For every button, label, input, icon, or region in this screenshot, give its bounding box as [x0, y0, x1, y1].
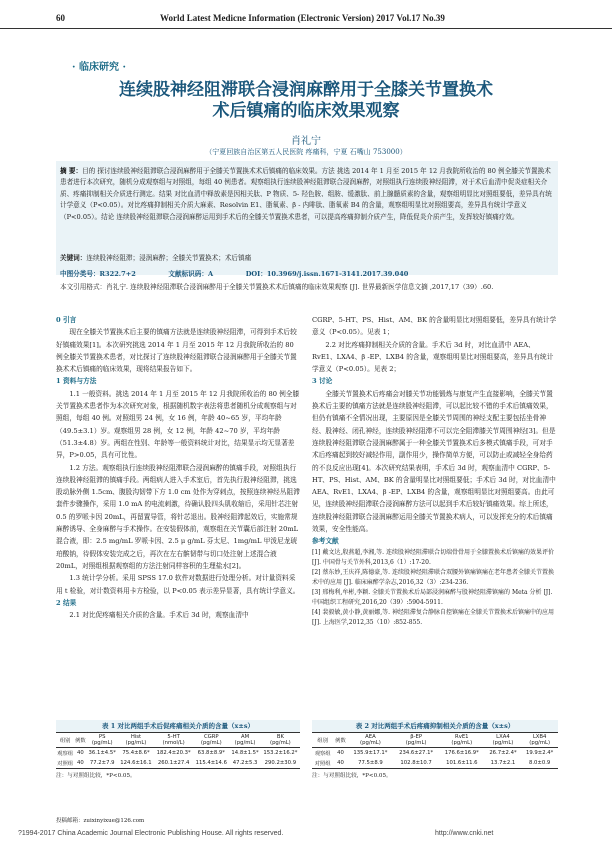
abstract — [60, 166, 554, 223]
table-2 — [312, 720, 558, 779]
section-heading: 3 讨论 — [312, 377, 333, 386]
column-header: CGRP (pg/mL) — [193, 733, 229, 748]
paragraph: 现在全膝关节置换术后主要的镇痛方法就是连续股神经阻滞，可得到手术后较好镇痛效果[1]。本次研究挑选 2014 年 1 月至 2015 年 12 月我院所收治的 80 例全膝关节置换术患者，对比探讨了连续股神经阻滞联合浸润麻醉用于全膝关节置换术术后镇痛的临床效果，现将结果报告如下。 — [56, 328, 297, 374]
table-cell: 102.8±10.7 — [393, 758, 439, 769]
column-header: β-EP (pg/mL) — [393, 733, 439, 748]
abstract-label: 摘 要： — [60, 167, 83, 175]
table-cell: 115.4±14.6 — [193, 758, 229, 769]
column-header: Hist (pg/mL) — [118, 733, 154, 748]
footer-link[interactable]: http://www.cnki.net — [435, 830, 494, 837]
paragraph: 1.3 统计学分析。采用 SPSS 17.0 软件对数据进行处理分析。对计量资料采用 t 检验，对计数资料用卡方检验，以 P<0.05 表示差异显著，具有统计学意义。 — [56, 574, 300, 595]
right-column — [312, 314, 558, 628]
reference-item: [2] 蔡东妙,王庆祥,陈德豪,等. 连续股神经阻滞联合双腰外镇痛镇痛在老年患者全膝关节置换术中的应用 [J]. 临床麻醉学杂志,2016,32（3）:234-236. — [312, 568, 554, 586]
section-heading: 2 结果 — [56, 598, 77, 607]
paper-title — [40, 80, 572, 122]
table-cell: 234.6±27.1* — [399, 750, 434, 756]
table-cell: 260.1±27.4 — [154, 758, 193, 769]
paragraph: 2.1 对比促疼痛相关介质的含量。手术后 3d 时，观察血清中 — [69, 611, 249, 620]
column-header: LXB4 (pg/mL) — [521, 733, 558, 748]
table-row — [312, 748, 558, 759]
table-cell: 63.8±8.9* — [197, 750, 225, 756]
column-header: RvE1 (pg/mL) — [439, 733, 485, 748]
table-2-note: 注：与对照组比较，*P<0.05。 — [312, 773, 392, 779]
table-cell: 13.7±2.1 — [485, 758, 522, 769]
reference-item: [3] 邢梅利,牟彬,李颖. 全膝关节置换术后局部浸润麻醉与股神经阻滞镇痛的 Meta 分析 [J]. 中国组织工程研究,2016,20（39）:5904-5911. — [312, 588, 553, 606]
table-cell: 19.9±2.4* — [525, 750, 554, 756]
column-header: 例数 — [74, 733, 86, 748]
column-header: BK (pg/mL) — [261, 733, 300, 748]
table-1-note: 注：与对照组比较，*P<0.05。 — [56, 773, 136, 779]
clc-number: 中图分类号：R322.7+2 — [60, 270, 136, 278]
keywords — [60, 252, 554, 262]
title-line-2: 术后镇痛的临床效果观察 — [212, 101, 400, 121]
doi: DOI：10.3969/j.issn.1671-3141.2017.39.040 — [245, 270, 409, 278]
journal-title: World Latest Medicne Information (Electronic Version) 2017 Vol.17 No.39 — [160, 13, 445, 23]
citation-format: 本文引用格式：肖礼宁. 连续股神经阻滞联合浸润麻醉用于全膝关节置换术术后镇痛的临床效果观察 [J]. 世界最新医学信息文摘 ,2017,17（39）.60. — [60, 283, 494, 291]
table-cell: 77.5±8.9 — [348, 758, 394, 769]
table-cell: 对照组 — [56, 758, 74, 769]
table-cell: 40 — [77, 750, 84, 756]
column-header: AEA (pg/mL) — [348, 733, 394, 748]
table-1-grid — [56, 732, 300, 769]
table-cell: 101.6±11.6 — [439, 758, 485, 769]
paragraph: CGRP、5-HT、PS、Hist、AM、BK 的含量明显比对照组要低，差异具有统计学意义（P<0.05）。见表 1； — [312, 316, 557, 337]
table-cell: 14.8±1.5* — [231, 750, 259, 756]
keywords-text: 连续股神经阻滞；浸润麻醉；全膝关节置换术；术后镇痛 — [86, 254, 252, 262]
table-cell: 8.0±0.9 — [521, 758, 558, 769]
table-cell: 47.2±5.3 — [229, 758, 260, 769]
section-heading: 0 引言 — [56, 316, 77, 324]
section-heading: 1 资料与方法 — [56, 377, 97, 386]
submission-email: 投稿邮箱：zuixinyixue@126.com — [56, 818, 145, 824]
paragraph: 1.2 方法。观察组执行连续股神经阻滞联合浸润麻醉的镇痛手段，对照组执行连续股神经阻滞的镇痛手段。两组病人进入手术室后，首先执行股神经阻滞，挑选股动脉外侧 1.5cm、腹股沟韧带下方 1.0 cm 处作为穿刺点，按照连续神经丛阻滞套件步骤操作，采用 1.0 mA 的电流刺激，待确认股四头肌收缩后，采用针芯注射 0.5 的罗哌卡因 20mL，再留置导管，将针芯退出。股神经阻滞起效后，实施常规麻醉诱导、全身麻醉与手术操作。在安装假体前，观察组在关节囊后部注射 20mL 混合液，即：2.5 mg/mL 罗哌卡因、2.5 μ g/mL 芬太尼、1mg/mL 甲泼尼龙琥珀酸钠，待假体安装完成之后，再次在左右髌韧带与切口处注射上述混合液 20mL，对照组根据观察组的方法注射同样容积的生理盐水[2]。 — [56, 463, 300, 570]
table-2-grid — [312, 732, 558, 769]
column-header: 组别 — [56, 733, 74, 748]
column-header: 5-HT (nmol/L) — [154, 733, 193, 748]
paragraph: 2.2 对比疼痛抑制相关介质的含量。手术后 3d 时，对比血清中 AEA、RvE1、LXA4、β -EP、LXB4 的含量，观察组明显比对照组要高，差异具有统计学意义（P<0.05）。见表 2； — [312, 340, 554, 374]
table-row — [312, 758, 558, 769]
table-cell: 77.2±7.9 — [87, 758, 118, 769]
keywords-label: 关键词： — [60, 254, 87, 262]
table-1-title: 表 1 对比两组手术后促疼痛相关介质的含量（x±s） — [56, 720, 300, 732]
table-row — [56, 748, 300, 759]
paragraph: 1.1 一般资料。挑选 2014 年 1 月至 2015 年 12 月我院所收治的 80 例全膝关节置换术患者作为本次研究对象，根据随机数字表法将患者随机分成观察组与对照组，每组 40 例。对照组男 24 例，女 16 例，年龄 40~65 岁，平均年龄（49.5±3.1）岁。观察组男 28 例，女 12 例，年龄 42~70 岁，平均年龄（51.3±4.8）岁。两组在性别、年龄等一般资料统计对比，结果显示均无显著差异，P>0.05，具有可比性。 — [56, 389, 300, 460]
footer-copyright: ?1994-2017 China Academic Journal Electronic Publishing House. All rights reserved. — [18, 830, 284, 837]
reference-item: [1] 戴文达,殷燕超,李湘,等. 连续股神经阻滞联合切端骨骨用于全膝置换术后镇痛的效果评价 [J]. 中国骨与关节外科,2013,6（1）:17-20. — [312, 548, 554, 566]
column-header: 组别 — [312, 733, 333, 748]
paragraph: 全膝关节置换术后疼痛会对膝关节功能锻炼与康复产生直接影响，全膝关节置换术后主要的镇痛方法就是连续股神经阻滞，可以起比较不错的手术后镇痛效果，但仍有镇痛不全情况出现，主要原因是全膝关节周围的神经支配主要包括坐骨神经、股神经、闭孔神经，连续股神经阻滞不可以完全阻滞膝关节周围神经[3]。但是连续股神经阻滞联合浸润麻醉属于一种全膝关节置换术后多模式镇痛手段，可对手术后疼痛起到较好减轻作用，副作用少，操作简单方便，可以防止或减轻全身给药的不良反应出现[4]。本次研究结果表明，手术后 3d 时，观察血清中 CGRP、5-HT、PS、Hist、AM、BK 的含量明显比对照组要低；手术后 3d 时，对比血清中 AEA、RvE1、LXA4、β -EP、LXB4 的含量，观察组明显比对照组要高。由此可见，连续股神经阻滞联合浸润麻醉方法可以起到手术后较好镇痛效果。综上所述，连续股神经阻滞联合浸润麻醉运用全膝关节置换术病人，可以发挥充分的术后镇痛效果，安全性能高。 — [312, 389, 556, 534]
author: 肖礼宁 — [291, 136, 321, 147]
column-header: LXA4 (pg/mL) — [485, 733, 522, 748]
references-heading: 参考文献 — [312, 537, 339, 546]
left-column — [56, 314, 300, 621]
table-1 — [56, 720, 300, 779]
table-row — [56, 758, 300, 769]
table-cell: 36.1±4.5* — [88, 750, 116, 756]
table-cell: 40 — [337, 750, 344, 756]
table-cell: 40 — [74, 758, 86, 769]
page-number: 60 — [56, 13, 65, 23]
doc-code: 文献标识码：A — [168, 270, 214, 278]
table-cell: 182.4±20.3* — [156, 750, 191, 756]
table-2-title: 表 2 对比两组手术后疼痛抑制相关介质的含量（x±s） — [312, 720, 558, 732]
article-meta — [60, 268, 554, 278]
table-cell: 135.9±17.1* — [353, 750, 388, 756]
table-cell: 153.2±16.2* — [263, 750, 298, 756]
table-cell: 75.4±8.6* — [122, 750, 150, 756]
table-cell: 176.6±16.9* — [444, 750, 479, 756]
table-cell: 40 — [333, 758, 347, 769]
column-header: 例数 — [333, 733, 347, 748]
reference-item: [4] 裴毅敏,黄小静,黄丽娜,等. 神经阻滞复合静脉自控镇痛在全膝关节置换术后镇痛中的应用 [J]. 上海医学,2012,35（10）:852-855. — [312, 608, 554, 626]
column-header: PS (pg/mL) — [87, 733, 118, 748]
table-cell: 观察组 — [57, 751, 74, 757]
table-cell: 对照组 — [312, 758, 333, 769]
table-cell: 124.6±16.1 — [118, 758, 154, 769]
abstract-text: 目的 探讨连续股神经阻滞联合浸润麻醉用于全膝关节置换术术后镇痛的临床效果。方法 挑选 2014 年 1 月至 2015 年 12 月我院所收治的 80 例全膝关节置换术患者进行本次研究，随机分成观察组与对照组，每组 40 例患者。观察组执行连续股神经阻滞联合浸润麻醉，对照组执行连续股神经阻滞，对于术后血清中促炎症相关介质、疼痛抑制相关介质进行测定。结果 对比血清中释放素是因相关肽、P 物质、5- 羟色胺、组胺、缓激肽、前上腺髓质素的含量，观察组明显比对照组要低，差异具有统计学意义（P<0.05）。对比疼痛抑制相关介质大麻素、Resolvin E1、脂氧素、β - 内啡肽、脂氧素 B4 的含量，观察组明显比对照组要高，差异具有统计学意义（P<0.05）。结论 连续股神经阻滞联合浸润麻醉运用到手术后的全膝关节置换术患者，可以提高疼痛抑制介质产生，降低促炎介质产生，发挥较好镇痛疗效。 — [60, 167, 552, 221]
affiliation: （宁夏回族自治区第五人民医院 疼痛科，宁夏 石嘴山 753000） — [205, 148, 407, 156]
title-line-1: 连续股神经阻滞联合浸润麻醉用于全膝关节置换术 — [119, 80, 493, 100]
table-cell: 观察组 — [314, 751, 331, 757]
column-header: AM (pg/mL) — [229, 733, 260, 748]
table-cell: 290.2±30.9 — [261, 758, 300, 769]
table-cell: 26.7±2.4* — [489, 750, 517, 756]
section-tag: · 临床研究 · — [72, 62, 126, 73]
